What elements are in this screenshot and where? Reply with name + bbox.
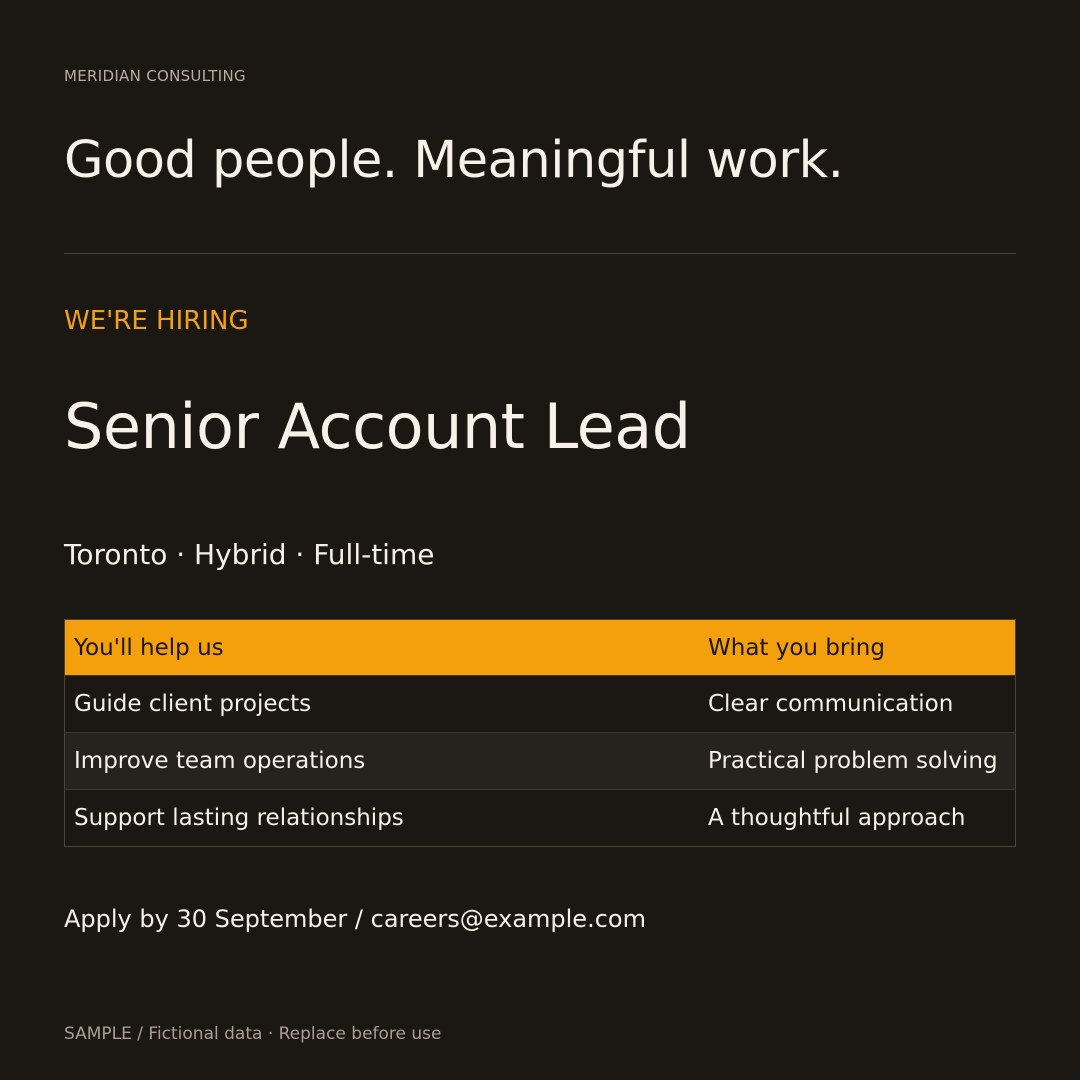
apply-info: Apply by 30 September / careers@example.com: [64, 905, 646, 933]
table-header-bring: What you bring: [708, 634, 885, 661]
company-name: MERIDIAN CONSULTING: [64, 67, 246, 85]
responsibilities-table: [64, 619, 1016, 847]
table-header-row: [65, 620, 1016, 676]
table-row: [65, 676, 1016, 733]
table-header-help: You'll help us: [74, 634, 224, 661]
table-cell-help: Improve team operations: [74, 748, 366, 774]
table-row: [65, 733, 1016, 790]
section-divider: [64, 253, 1016, 254]
table-cell-bring: A thoughtful approach: [708, 805, 966, 831]
table-cell-help: Guide client projects: [74, 691, 312, 717]
table-cell-bring: Clear communication: [708, 691, 954, 717]
table-cell-help: Support lasting relationships: [74, 805, 404, 831]
job-details-line: Toronto · Hybrid · Full-time: [64, 538, 435, 571]
table-cell-bring: Practical problem solving: [708, 748, 998, 774]
job-title: Senior Account Lead: [64, 390, 691, 463]
table-row: [65, 790, 1016, 847]
hiring-eyebrow: WE'RE HIRING: [64, 306, 249, 336]
job-posting: [64, 0, 1016, 1080]
footer-note: SAMPLE / Fictional data · Replace before use: [64, 1024, 442, 1044]
tagline-heading: Good people. Meaningful work.: [64, 131, 844, 190]
